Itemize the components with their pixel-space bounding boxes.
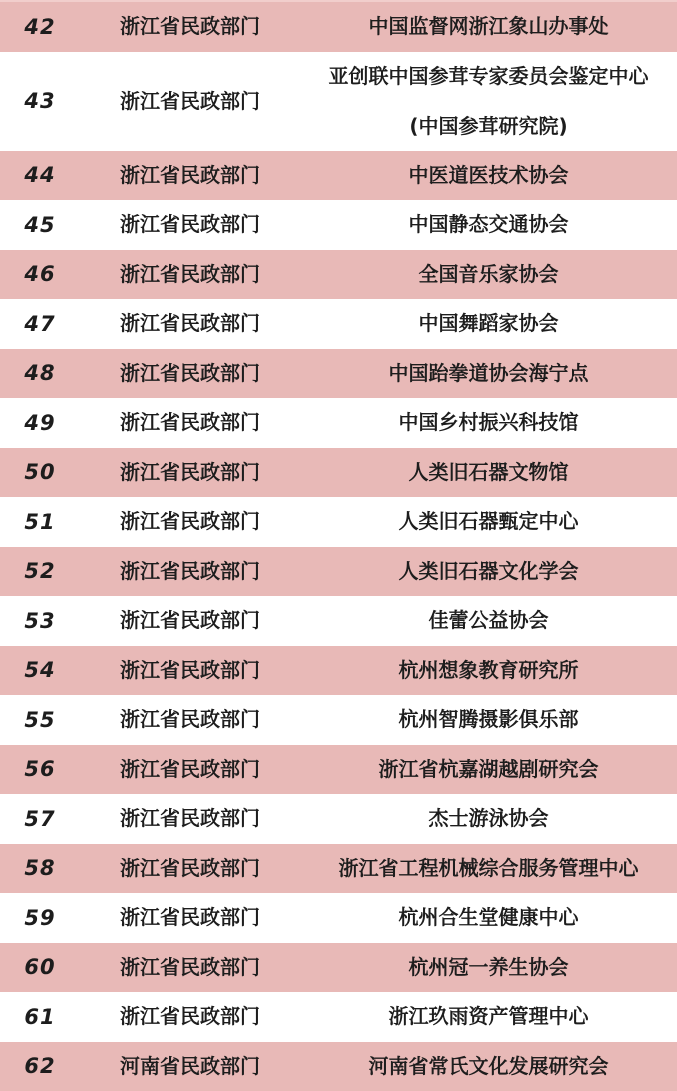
- table-row: [0, 497, 677, 547]
- department-cell: 浙江省民政部门: [120, 509, 260, 534]
- department-cell: 浙江省民政部门: [120, 459, 260, 484]
- organization-cell: 人类旧石器文物馆: [408, 459, 569, 484]
- row-number-cell: 62: [24, 1054, 56, 1079]
- organization-cell: 浙江省工程机械综合服务管理中心: [338, 855, 639, 880]
- department-cell: 浙江省民政部门: [120, 954, 260, 979]
- organization-cell: 杭州冠一养生协会: [408, 954, 569, 979]
- table-row: [0, 1042, 677, 1091]
- organization-cell: 浙江省杭嘉湖越剧研究会: [378, 756, 599, 781]
- organization-cell: 中国静态交通协会: [408, 212, 569, 237]
- row-number-cell: 44: [24, 163, 56, 188]
- table-row: [0, 794, 677, 844]
- table-row: [0, 448, 677, 498]
- table-row: [0, 349, 677, 399]
- organization-cell: 浙江玖雨资产管理中心: [388, 1004, 589, 1029]
- department-cell: 浙江省民政部门: [120, 657, 260, 682]
- row-number-cell: 54: [24, 658, 56, 683]
- department-cell: 浙江省民政部门: [120, 1004, 260, 1029]
- row-number-cell: 52: [24, 559, 56, 584]
- organization-cell: 中国监督网浙江象山办事处: [368, 14, 609, 39]
- organization-cell: 杭州智腾摄影俱乐部: [398, 707, 579, 732]
- organization-cell: 人类旧石器文化学会: [398, 558, 579, 583]
- department-cell: 浙江省民政部门: [120, 261, 260, 286]
- organization-cell: 人类旧石器甄定中心: [398, 509, 579, 534]
- row-number-cell: 43: [24, 88, 56, 113]
- department-cell: 浙江省民政部门: [120, 756, 260, 781]
- table-row: [0, 893, 677, 943]
- row-number-cell: 47: [24, 311, 56, 336]
- department-cell: 河南省民政部门: [120, 1053, 260, 1078]
- table-row: [0, 992, 677, 1042]
- row-number-cell: 45: [24, 212, 56, 237]
- organization-cell: [300, 52, 677, 151]
- table-row: [0, 299, 677, 349]
- row-number-cell: 46: [24, 262, 56, 287]
- row-number-cell: 55: [24, 707, 56, 732]
- table-row: [0, 2, 677, 52]
- organization-cell: 佳蕾公益协会: [428, 608, 549, 633]
- organization-cell: 中国跆拳道协会海宁点: [388, 360, 589, 385]
- table-row: [0, 151, 677, 201]
- table-row: [0, 547, 677, 597]
- table-row: [0, 250, 677, 300]
- row-number-cell: 48: [24, 361, 56, 386]
- table-row: [0, 52, 677, 151]
- organization-cell: 中医道医技术协会: [408, 162, 569, 187]
- department-cell: 浙江省民政部门: [120, 14, 260, 39]
- table-row: [0, 844, 677, 894]
- department-cell: 浙江省民政部门: [120, 558, 260, 583]
- row-number-cell: 61: [24, 1004, 56, 1029]
- organization-cell: 杭州合生堂健康中心: [398, 905, 579, 930]
- department-cell: 浙江省民政部门: [120, 311, 260, 336]
- department-cell: 浙江省民政部门: [120, 608, 260, 633]
- department-cell: 浙江省民政部门: [120, 162, 260, 187]
- organization-cell: 杭州想象教育研究所: [398, 657, 579, 682]
- table-row: [0, 596, 677, 646]
- row-number-cell: 57: [24, 806, 56, 831]
- row-number-cell: 56: [24, 757, 56, 782]
- department-cell: 浙江省民政部门: [120, 360, 260, 385]
- row-number-cell: 50: [24, 460, 56, 485]
- department-cell: 浙江省民政部门: [120, 806, 260, 831]
- organization-line: 亚创联中国参茸专家委员会鉴定中心: [328, 63, 649, 88]
- table-row: [0, 695, 677, 745]
- department-cell: 浙江省民政部门: [120, 707, 260, 732]
- department-cell: 浙江省民政部门: [120, 88, 260, 113]
- department-cell: 浙江省民政部门: [120, 855, 260, 880]
- row-number-cell: 51: [24, 509, 56, 534]
- row-number-cell: 53: [24, 608, 56, 633]
- table-row: [0, 200, 677, 250]
- row-number-cell: 60: [24, 955, 56, 980]
- organization-cell: 河南省常氏文化发展研究会: [368, 1053, 609, 1078]
- department-cell: 浙江省民政部门: [120, 212, 260, 237]
- table-row: [0, 943, 677, 993]
- organization-cell: 中国乡村振兴科技馆: [398, 410, 579, 435]
- row-number-cell: 49: [24, 410, 56, 435]
- organization-line: (中国参茸研究院): [409, 113, 568, 138]
- department-cell: 浙江省民政部门: [120, 905, 260, 930]
- department-cell: 浙江省民政部门: [120, 410, 260, 435]
- organization-cell: 中国舞蹈家协会: [418, 311, 559, 336]
- organization-cell: 杰士游泳协会: [428, 806, 549, 831]
- table-row: [0, 745, 677, 795]
- row-number-cell: 58: [24, 856, 56, 881]
- row-number-cell: 42: [24, 14, 56, 39]
- row-number-cell: 59: [24, 905, 56, 930]
- organization-cell: 全国音乐家协会: [418, 261, 559, 286]
- table-row: [0, 646, 677, 696]
- table-row: [0, 398, 677, 448]
